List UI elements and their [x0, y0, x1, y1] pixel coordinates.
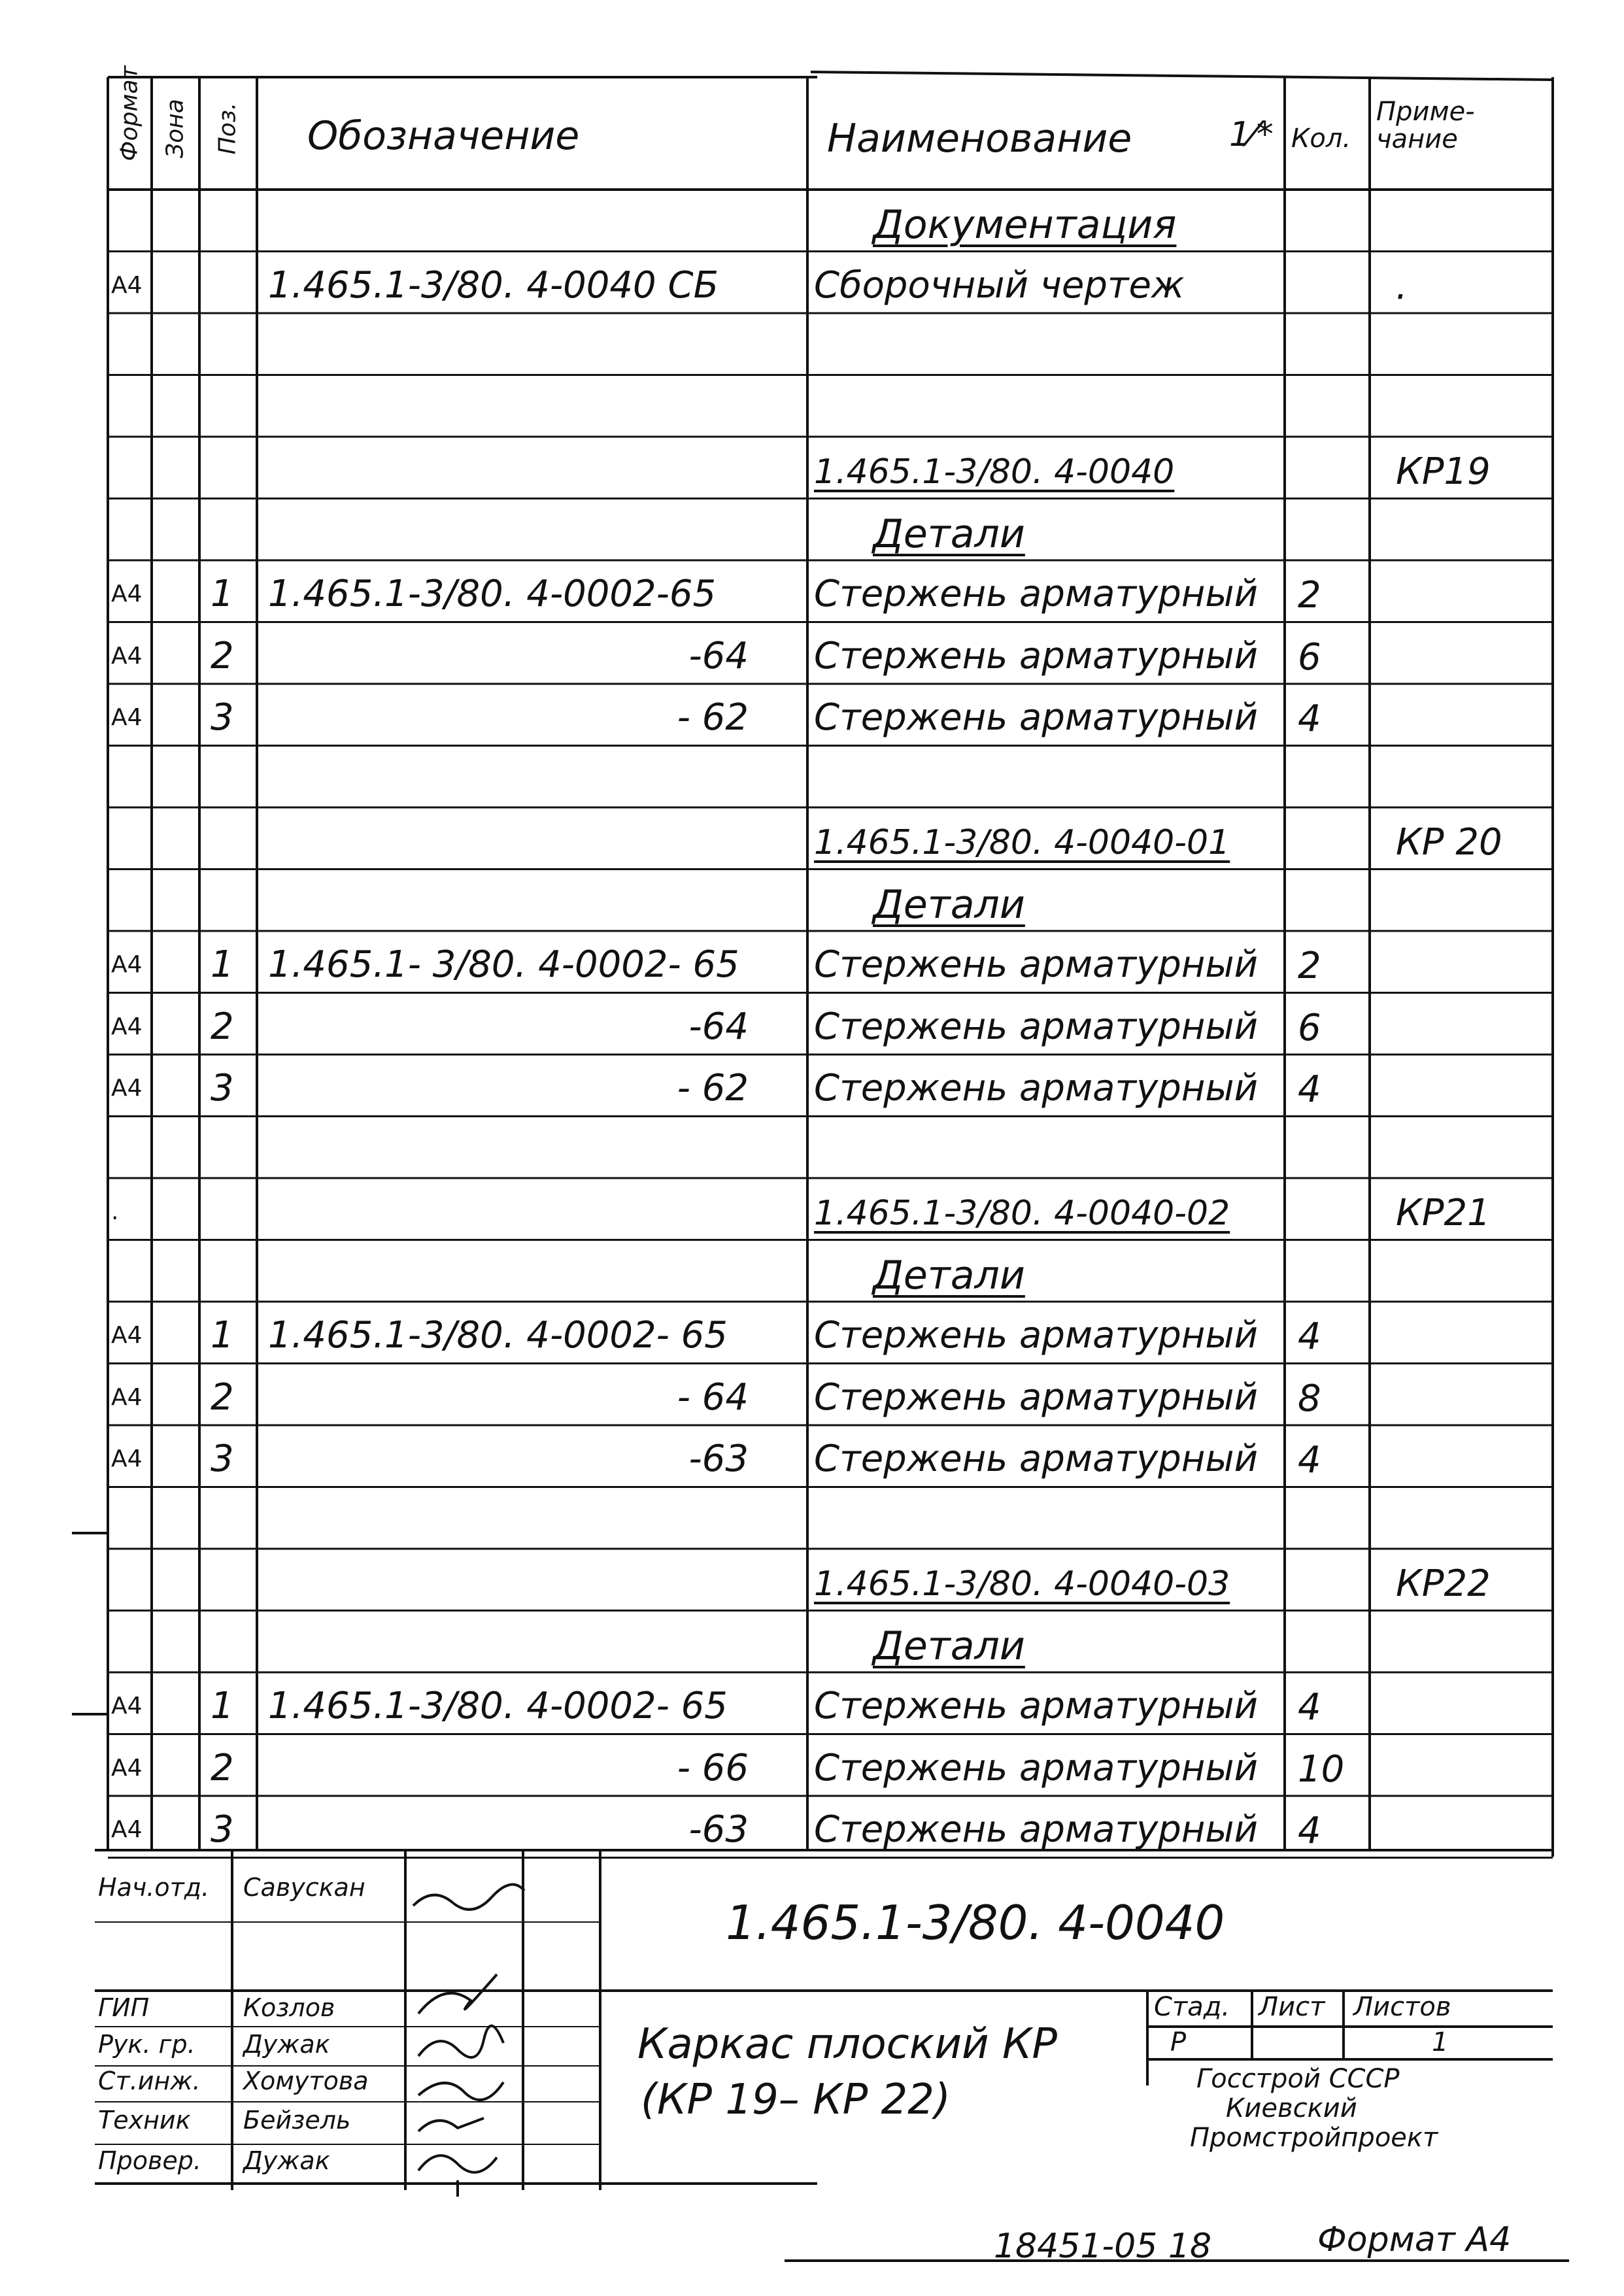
- signature-1: [413, 1885, 524, 1910]
- signature-4: [418, 2082, 503, 2100]
- table-row: [0, 807, 1624, 869]
- row-pos: 3: [211, 1067, 234, 1109]
- title-block-person-name: Бейзель: [243, 2106, 351, 2135]
- row-qty: 4: [1298, 1686, 1321, 1729]
- table-row: [0, 313, 1624, 375]
- row-format: А4: [111, 1445, 143, 1472]
- org-line-2: Киевский: [1226, 2093, 1357, 2123]
- row-designation: 1.465.1-3/80. 4-0002- 65: [268, 1314, 728, 1357]
- table-row: [0, 1240, 1624, 1302]
- row-pos: 3: [211, 1808, 234, 1851]
- row-note: КР22: [1396, 1562, 1491, 1605]
- title-block-role: ГИП: [98, 1993, 150, 2022]
- org-line-3: Промстройпроект: [1190, 2123, 1438, 2153]
- row-qty: 2: [1298, 945, 1321, 987]
- row-name: Детали: [873, 1623, 1025, 1669]
- row-name: Сборочный чертеж: [814, 263, 1185, 307]
- row-name: Стержень арматурный: [814, 1314, 1258, 1357]
- archive-number: 18451-05 18: [994, 2227, 1212, 2266]
- row-format: А4: [111, 581, 143, 607]
- row-name: Детали: [873, 1252, 1025, 1298]
- table-row: [0, 1611, 1624, 1673]
- row-name: Детали: [873, 511, 1025, 557]
- table-row: [0, 1796, 1624, 1858]
- title-block-person-name: Савускан: [243, 1873, 365, 1902]
- row-designation: - 62: [677, 696, 749, 739]
- row-pos: 2: [211, 1005, 234, 1048]
- table-row: [0, 622, 1624, 684]
- table-row: [0, 746, 1624, 808]
- table-row: [0, 869, 1624, 932]
- row-qty: 2: [1298, 574, 1321, 616]
- row-pos: 3: [211, 696, 234, 739]
- stage-value: Р: [1170, 2027, 1187, 2057]
- signature-3: [418, 2026, 503, 2057]
- row-pos: 2: [211, 1376, 234, 1419]
- title-block-role: Техник: [98, 2106, 191, 2135]
- row-qty: 4: [1298, 1315, 1321, 1358]
- title-block-person-name: Дужак: [243, 2030, 330, 2059]
- row-name: 1.465.1-3/80. 4-0040-01: [814, 823, 1230, 862]
- header-name-mark: 1⁄*: [1229, 115, 1274, 154]
- row-designation: - 66: [677, 1746, 749, 1789]
- table-row: [0, 1487, 1624, 1549]
- header-format: Формат: [116, 65, 143, 161]
- row-format: А4: [111, 1816, 143, 1843]
- row-format: А4: [111, 1754, 143, 1781]
- row-designation: -64: [688, 1005, 749, 1048]
- row-designation: 1.465.1-3/80. 4-0002- 65: [268, 1685, 728, 1727]
- table-row: [0, 375, 1624, 437]
- row-format: А4: [111, 1013, 143, 1040]
- row-name: Стержень арматурный: [814, 1376, 1258, 1419]
- row-format: А4: [111, 704, 143, 731]
- table-row: [0, 1425, 1624, 1487]
- row-pos: 1: [211, 573, 234, 615]
- format-label: Формат А4: [1317, 2220, 1512, 2259]
- row-designation: 1.465.1- 3/80. 4-0002- 65: [268, 943, 739, 986]
- row-designation: -63: [688, 1808, 749, 1851]
- row-designation: 1.465.1-3/80. 4-0002-65: [268, 573, 717, 615]
- row-format: А4: [111, 642, 143, 669]
- title-block-person-name: Дужак: [243, 2146, 330, 2175]
- sheets-value: 1: [1432, 2027, 1449, 2057]
- row-pos: 1: [211, 1314, 234, 1357]
- row-qty: 8: [1298, 1377, 1321, 1420]
- row-name: 1.465.1-3/80. 4-0040: [814, 452, 1175, 492]
- table-row: [0, 437, 1624, 499]
- stage-label: Стад.: [1154, 1992, 1230, 2022]
- signature-6: [418, 2155, 497, 2197]
- row-name: Стержень арматурный: [814, 943, 1258, 986]
- row-designation: - 64: [677, 1376, 749, 1419]
- row-qty: 6: [1298, 1006, 1321, 1049]
- row-designation: -64: [688, 634, 749, 677]
- table-row: [0, 190, 1624, 252]
- row-pos: 3: [211, 1438, 234, 1480]
- row-qty: 4: [1298, 1068, 1321, 1111]
- row-pos: 1: [211, 943, 234, 986]
- header-designation: Обозначение: [307, 113, 580, 159]
- row-name: Стержень арматурный: [814, 1808, 1258, 1851]
- header-zone: Зона: [161, 99, 189, 158]
- table-row: [0, 1364, 1624, 1426]
- table-row: [0, 1055, 1624, 1117]
- header-qty: Кол.: [1291, 124, 1351, 154]
- row-format: А4: [111, 1075, 143, 1102]
- row-qty: 4: [1298, 1810, 1321, 1852]
- table-row: [0, 1178, 1624, 1240]
- row-name: Стержень арматурный: [814, 1438, 1258, 1480]
- table-row: [0, 1117, 1624, 1179]
- row-format: А4: [111, 951, 143, 978]
- org-line-1: Госстрой СССР: [1196, 2064, 1400, 2094]
- row-name: 1.465.1-3/80. 4-0040-03: [814, 1564, 1230, 1604]
- row-format: А4: [111, 1322, 143, 1349]
- header-pos: Поз.: [214, 102, 241, 155]
- row-pos: 1: [211, 1685, 234, 1727]
- table-row: [0, 1549, 1624, 1611]
- row-note: КР 20: [1396, 821, 1502, 864]
- row-name: Стержень арматурный: [814, 1746, 1258, 1789]
- table-row: [0, 931, 1624, 993]
- header-name: Наименование: [827, 116, 1132, 161]
- table-row: [0, 1672, 1624, 1734]
- table-row: [0, 1302, 1624, 1364]
- row-name: Стержень арматурный: [814, 1067, 1258, 1109]
- row-name: Стержень арматурный: [814, 696, 1258, 739]
- title-block-person-name: Хомутова: [243, 2067, 369, 2095]
- row-format: А4: [111, 271, 143, 299]
- row-note: КР19: [1396, 450, 1491, 493]
- title-block-person-name: Козлов: [243, 1993, 335, 2022]
- signature-5: [418, 2118, 484, 2131]
- table-row: [0, 1734, 1624, 1797]
- row-name: Стержень арматурный: [814, 573, 1258, 615]
- row-name: Стержень арматурный: [814, 1005, 1258, 1048]
- title-line-1: Каркас плоский КР: [637, 2020, 1057, 2068]
- row-qty: 4: [1298, 1439, 1321, 1481]
- row-format: .: [111, 1198, 119, 1225]
- row-name: Стержень арматурный: [814, 634, 1258, 677]
- title-block-role: Рук. гр.: [98, 2030, 195, 2059]
- row-qty: 4: [1298, 698, 1321, 740]
- title-block-role: Провер.: [98, 2146, 201, 2175]
- signature-2: [418, 1974, 497, 2014]
- table-row: [0, 560, 1624, 622]
- row-qty: 10: [1298, 1747, 1345, 1791]
- sheet-label: Лист: [1259, 1992, 1325, 2022]
- row-name: Стержень арматурный: [814, 1685, 1258, 1727]
- table-row: [0, 252, 1624, 314]
- row-name: 1.465.1-3/80. 4-0040-02: [814, 1194, 1230, 1233]
- row-name: Документация: [873, 202, 1177, 248]
- row-note: .: [1396, 265, 1408, 308]
- document-code: 1.465.1-3/80. 4-0040: [726, 1895, 1225, 1950]
- table-row: [0, 993, 1624, 1055]
- row-designation: - 62: [677, 1067, 749, 1109]
- row-designation: 1.465.1-3/80. 4-0040 СБ: [268, 263, 719, 307]
- row-format: А4: [111, 1383, 143, 1411]
- row-pos: 2: [211, 1746, 234, 1789]
- header-note: Приме-чание: [1376, 97, 1475, 154]
- sheets-label: Листов: [1353, 1992, 1451, 2022]
- row-designation: -63: [688, 1438, 749, 1480]
- title-line-2: (КР 19– КР 22): [641, 2076, 951, 2124]
- row-qty: 6: [1298, 635, 1321, 679]
- row-name: Детали: [873, 881, 1025, 928]
- title-block-role: Нач.отд.: [98, 1873, 210, 1902]
- row-format: А4: [111, 1693, 143, 1719]
- signature-marks: [413, 1885, 524, 2197]
- title-block-role: Ст.инж.: [98, 2067, 201, 2095]
- table-row: [0, 684, 1624, 746]
- row-note: КР21: [1396, 1192, 1491, 1234]
- table-row: [0, 499, 1624, 561]
- row-pos: 2: [211, 634, 234, 677]
